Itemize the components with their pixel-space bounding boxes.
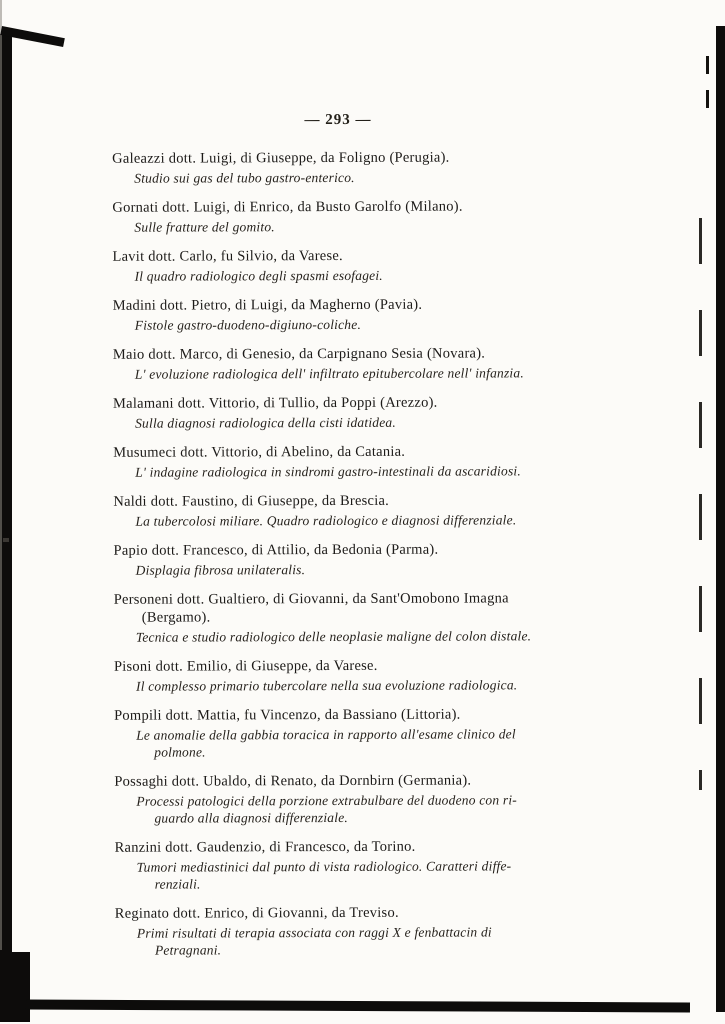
scan-edge-bottom [26,1000,690,1013]
entry-name: Naldi dott. Faustino, di Giuseppe, da Brescia. [113,492,390,510]
entry-title: Primi risultati di terapia associata con raggi X e fenbattacin di Petragnani. [136,924,492,958]
entry-title: Tumori mediastinici dal punto di vista radiologico. Caratteri diffe- renziali. [136,858,512,892]
catalog-entry [113,295,565,334]
scan-binding-marks-right-top [706,56,709,116]
catalog-entry [112,197,564,236]
entry-title: Studio sui gas del tubo gastro-enterico. [134,169,355,186]
entry-name: Pisoni dott. Emilio, di Giuseppe, da Varese. [113,657,378,675]
page-content [112,111,567,971]
entry-title: Tecnica e studio radiologico delle neoplasie maligne del colon distale. [135,628,532,645]
entry-name: Reginato dott. Enrico, di Giovanni, da Treviso. [114,904,399,922]
catalog-entry [112,246,564,285]
catalog-entry [114,705,566,761]
entry-title: Displagia fibrosa unilateralis. [135,562,306,578]
entry-title: Il quadro radiologico degli spasmi esofagei. [134,267,383,284]
entry-title: Il complesso primario tubercolare nella sua evoluzione radiologica. [135,677,518,694]
catalog-entry [113,491,565,530]
entry-title: L' indagine radiologica in sindromi gastro-intestinali da ascaridiosi. [135,463,521,480]
scan-fold-line-left [0,0,2,950]
entry-name: Gornati dott. Luigi, di Enrico, da Busto Garolfo (Milano). [112,198,463,216]
scan-edge-right [716,26,725,1012]
entry-name: Musumeci dott. Vittorio, di Abelino, da Catania. [113,443,406,461]
entry-list [112,148,567,959]
catalog-entry [113,442,565,481]
catalog-entry [115,837,567,893]
catalog-entry [113,393,565,432]
entry-name: Possaghi dott. Ubaldo, di Renato, da Dornbirn (Germania). [114,772,472,790]
entry-name: Lavit dott. Carlo, fu Silvio, da Varese. [112,247,343,265]
entry-name: Galeazzi dott. Luigi, di Giuseppe, da Foligno (Perugia). [112,149,450,167]
entry-name: Papio dott. Francesco, di Attilio, da Bedonia (Parma). [113,541,439,559]
entry-name: Madini dott. Pietro, di Luigi, da Magherno (Pavia). [112,296,423,314]
catalog-entry [114,771,566,827]
catalog-entry [113,344,565,383]
entry-title: Fistole gastro-duodeno-digiuno-coliche. [134,316,362,333]
scan-binding-marks-right [699,218,702,790]
scan-mark-bottom-left [0,952,30,1022]
entry-title: Le anomalie della gabbia toracica in rapporto all'esame clinico del polmone. [136,726,516,760]
entry-name: Pompili dott. Mattia, fu Vincenzo, da Bassiano (Littoria). [114,706,461,724]
catalog-entry [114,589,566,646]
catalog-entry [114,656,566,695]
entry-title: Sulle fratture del gomito. [134,219,275,235]
catalog-entry [115,903,567,959]
entry-name: Malamani dott. Vittorio, di Tullio, da Poppi (Arezzo). [112,394,438,412]
entry-name: Ranzini dott. Gaudenzio, di Francesco, da Torino. [114,838,416,856]
entry-title: La tubercolosi miliare. Quadro radiologico e diagnosi differenziale. [135,512,517,529]
catalog-entry [112,148,564,187]
entry-name: Personeni dott. Gualtiero, di Giovanni, da Sant'Omobono Imagna (Bergamo). [113,590,509,626]
entry-title: Sulla diagnosi radiologica della cisti idatidea. [135,414,396,431]
entry-title: Processi patologici della porzione extrabulbare del duodeno con ri- guardo alla diagnosi differenziale. [136,792,518,826]
scan-speck-left [3,538,9,542]
entry-name: Maio dott. Marco, di Genesio, da Carpignano Sesia (Novara). [112,345,486,363]
page-number: — 293 — [304,111,372,129]
entry-title: L' evoluzione radiologica dell' infiltrato epitubercolare nell' infanzia. [134,365,524,382]
catalog-entry [113,540,565,579]
